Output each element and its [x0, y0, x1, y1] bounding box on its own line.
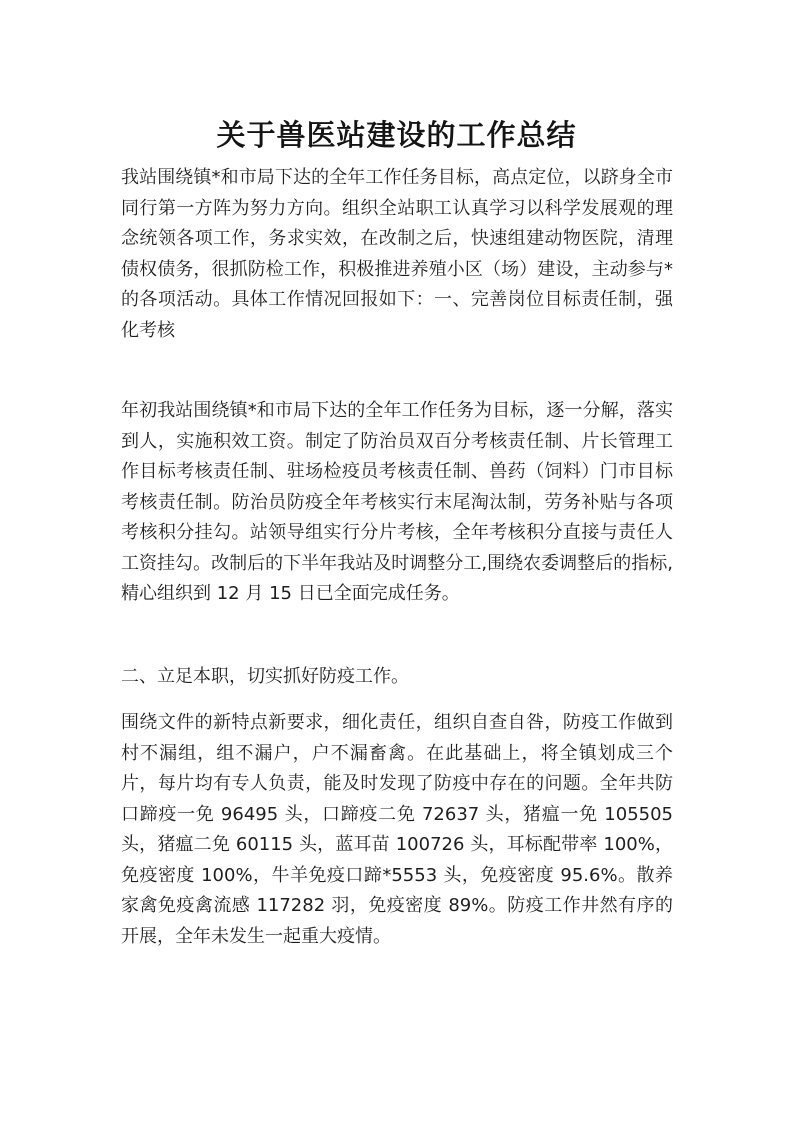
paragraph-responsibility: 年初我站围绕镇*和市局下达的全年工作任务为目标，逐一分解，落实到人，实施积效工资。制定了防治员双百分考核责任制、片长管理工作目标考核责任制、驻场检疫员考核责任制、兽药（饲料）门市目标考核责任制。防治员防疫全年考核实行末尾淘汰制，劳务补贴与各项考核积分挂勾。站领导组实行分片考核，全年考核积分直接与责任人工资挂勾。改制后的下半年我站及时调整分工,围绕农委调整后的指标,精心组织到 12 月 15 日已全面完成任务。: [121, 400, 673, 604]
document-title: 关于兽医站建设的工作总结: [216, 118, 577, 153]
paragraph-intro: 我站围绕镇*和市局下达的全年工作任务目标，高点定位，以跻身全市同行第一方阵为努力方向。组织全站职工认真学习以科学发展观的理念统领各项工作，务求实效，在改制之后，快速组建动物医院，清理债权债务，很抓防检工作，积极推进养殖小区（场）建设，主动参与*的各项活动。具体工作情况回报如下：一、完善岗位目标责任制，强化考核: [121, 167, 673, 341]
section-heading-epidemic-prevention: 二、立足本职，切实抓好防疫工作。: [121, 666, 409, 687]
paragraph-epidemic-prevention: 围绕文件的新特点新要求，细化责任，组织自查自咎，防疫工作做到村不漏组，组不漏户，户不漏畜禽。在此基础上，将全镇划成三个片，每片均有专人负责，能及时发现了防疫中存在的问题。全年共防口蹄疫一免 96495 头，口蹄疫二免 72637 头，猪瘟一免 105505 头，猪瘟二免 60115 头，蓝耳苗 100726 头，耳标配带率 100%，免疫密度 100%，牛羊免疫口蹄*5553 头，免疫密度 95.6%。散养家禽免疫禽流感 117282 羽，免疫密度 89%。防疫工作井然有序的开展，全年未发生一起重大疫情。: [121, 712, 673, 947]
